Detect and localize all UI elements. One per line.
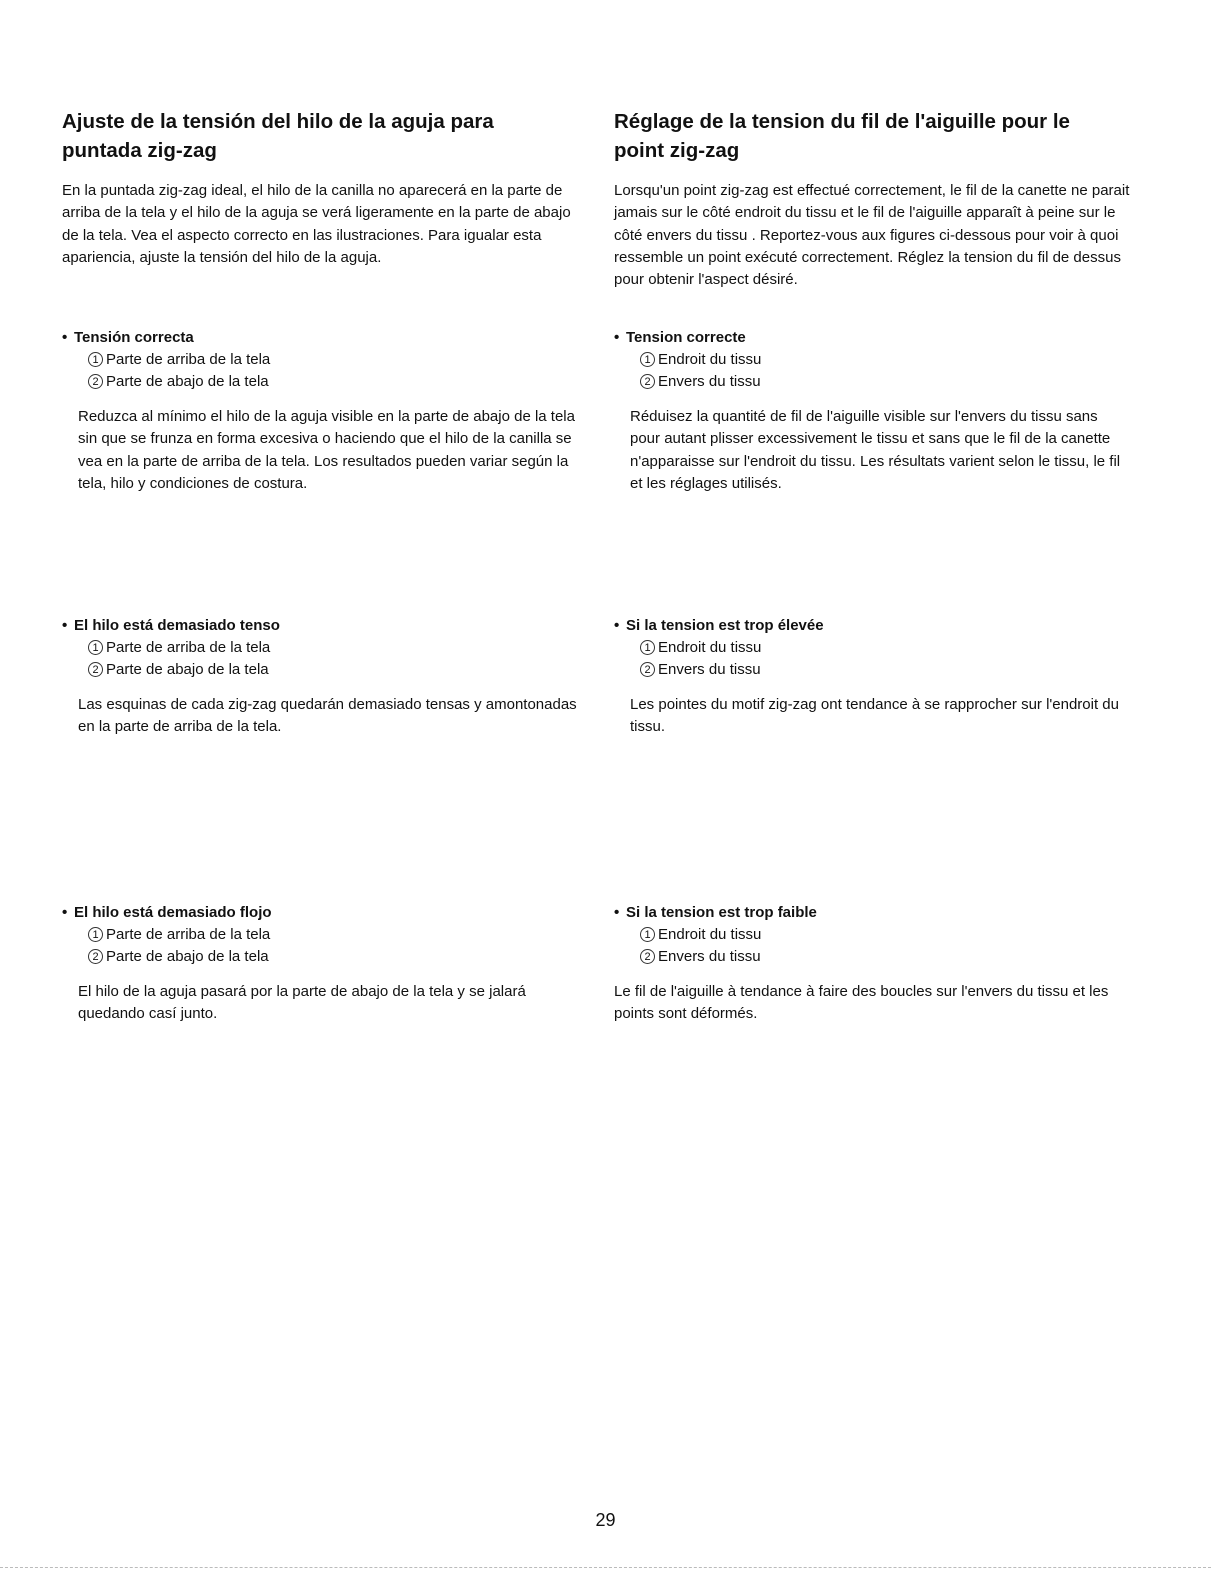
- subsection-title: • Tension correcte: [614, 327, 1159, 349]
- number-2-badge: 2: [88, 662, 103, 677]
- subsection-description: Reduzca al mínimo el hilo de la aguja visible en la parte de abajo de la tela sin que se frunza en forma excesiva o haciendo que el hilo de la canilla se vea en la parte de arriba de la tela. Los resultados pueden variar según la tela, hilo y condiciones de costura.: [78, 408, 575, 492]
- subsection-title: • El hilo está demasiado tenso: [62, 615, 607, 637]
- list-item-1: 1 Endroit du tissu: [614, 924, 1159, 946]
- list-item-2: 2 Parte de abajo de la tela: [62, 371, 607, 393]
- list-item-2: 2 Envers du tissu: [614, 371, 1159, 393]
- subsection-too-high-fr: [614, 615, 1159, 739]
- subsection-too-low-fr: [614, 902, 1159, 1026]
- bullet: •: [62, 617, 68, 634]
- subsection-title: • Si la tension est trop faible: [614, 902, 1159, 924]
- number-2-badge: 2: [640, 662, 655, 677]
- subsection-correct-tension-es: [62, 327, 607, 495]
- list-item-2: 2 Parte de abajo de la tela: [62, 659, 607, 681]
- number-1-badge: 1: [88, 927, 103, 942]
- page-bottom-rule: [0, 1567, 1211, 1568]
- bullet: •: [614, 617, 620, 634]
- bullet: •: [62, 904, 68, 921]
- number-2-badge: 2: [88, 374, 103, 389]
- list-item-2: 2 Envers du tissu: [614, 946, 1159, 968]
- number-2-badge: 2: [640, 374, 655, 389]
- subsection-too-loose-es: [62, 902, 607, 1026]
- list-item-1: 1 Parte de arriba de la tela: [62, 349, 607, 371]
- subsection-too-tight-es: [62, 615, 607, 739]
- list-item-1: 1 Endroit du tissu: [614, 349, 1159, 371]
- number-1-badge: 1: [88, 352, 103, 367]
- number-1-badge: 1: [640, 352, 655, 367]
- subsection-description: Las esquinas de cada zig-zag quedarán demasiado tensas y amontonadas en la parte de arriba de la tela.: [78, 696, 577, 736]
- section-title-es: Ajuste de la tensión del hilo de la aguja para puntada zig-zag: [62, 110, 494, 162]
- number-1-badge: 1: [640, 640, 655, 655]
- bullet: •: [614, 904, 620, 921]
- number-1-badge: 1: [88, 640, 103, 655]
- section-title-fr: Réglage de la tension du fil de l'aiguille pour le point zig-zag: [614, 110, 1070, 162]
- page-number: 29: [595, 1510, 616, 1530]
- subsection-description: Réduisez la quantité de fil de l'aiguille visible sur l'envers du tissu sans pour autant plisser excessivement le tissu et sans que le fil de la canette n'apparaisse sur l'endroit du tissu. Les résultats varient selon le tissu, le fil et les réglages utilisés.: [630, 408, 1121, 492]
- number-2-badge: 2: [88, 949, 103, 964]
- list-item-1: 1 Parte de arriba de la tela: [62, 637, 607, 659]
- subsection-correct-tension-fr: [614, 327, 1159, 495]
- list-item-1: 1 Endroit du tissu: [614, 637, 1159, 659]
- list-item-2: 2 Envers du tissu: [614, 659, 1159, 681]
- subsection-description: Le fil de l'aiguille à tendance à faire des boucles sur l'envers du tissu et les points sont déformés.: [614, 983, 1109, 1023]
- bullet: •: [614, 329, 620, 346]
- subsection-title: • Si la tension est trop élevée: [614, 615, 1159, 637]
- bullet: •: [62, 329, 68, 346]
- list-item-1: 1 Parte de arriba de la tela: [62, 924, 607, 946]
- subsection-description: Les pointes du motif zig-zag ont tendance à se rapprocher sur l'endroit du tissu.: [630, 696, 1119, 736]
- intro-paragraph-es: En la puntada zig-zag ideal, el hilo de la canilla no aparecerá en la parte de arriba de la tela y el hilo de la aguja se verá ligeramente en la parte de abajo de la tela. Vea el aspecto correcto en las ilustraciones. Para igualar esta apariencia, ajuste la tensión del hilo de la aguja.: [62, 182, 571, 266]
- number-1-badge: 1: [640, 927, 655, 942]
- list-item-2: 2 Parte de abajo de la tela: [62, 946, 607, 968]
- subsection-title: • Tensión correcta: [62, 327, 607, 349]
- intro-paragraph-fr: Lorsqu'un point zig-zag est effectué correctement, le fil de la canette ne parait jamais sur le côté endroit du tissu et le fil de l'aiguille apparaît à peine sur le côté envers du tissu . Reportez-vous aux figures ci-dessous pour voir à quoi ressemble un point exécuté correctement. Réglez la tension du fil de dessus pour obtenir l'aspect désiré.: [614, 182, 1130, 289]
- subsection-title: • El hilo está demasiado flojo: [62, 902, 607, 924]
- subsection-description: El hilo de la aguja pasará por la parte de abajo de la tela y se jalará quedando casí junto.: [78, 983, 526, 1023]
- number-2-badge: 2: [640, 949, 655, 964]
